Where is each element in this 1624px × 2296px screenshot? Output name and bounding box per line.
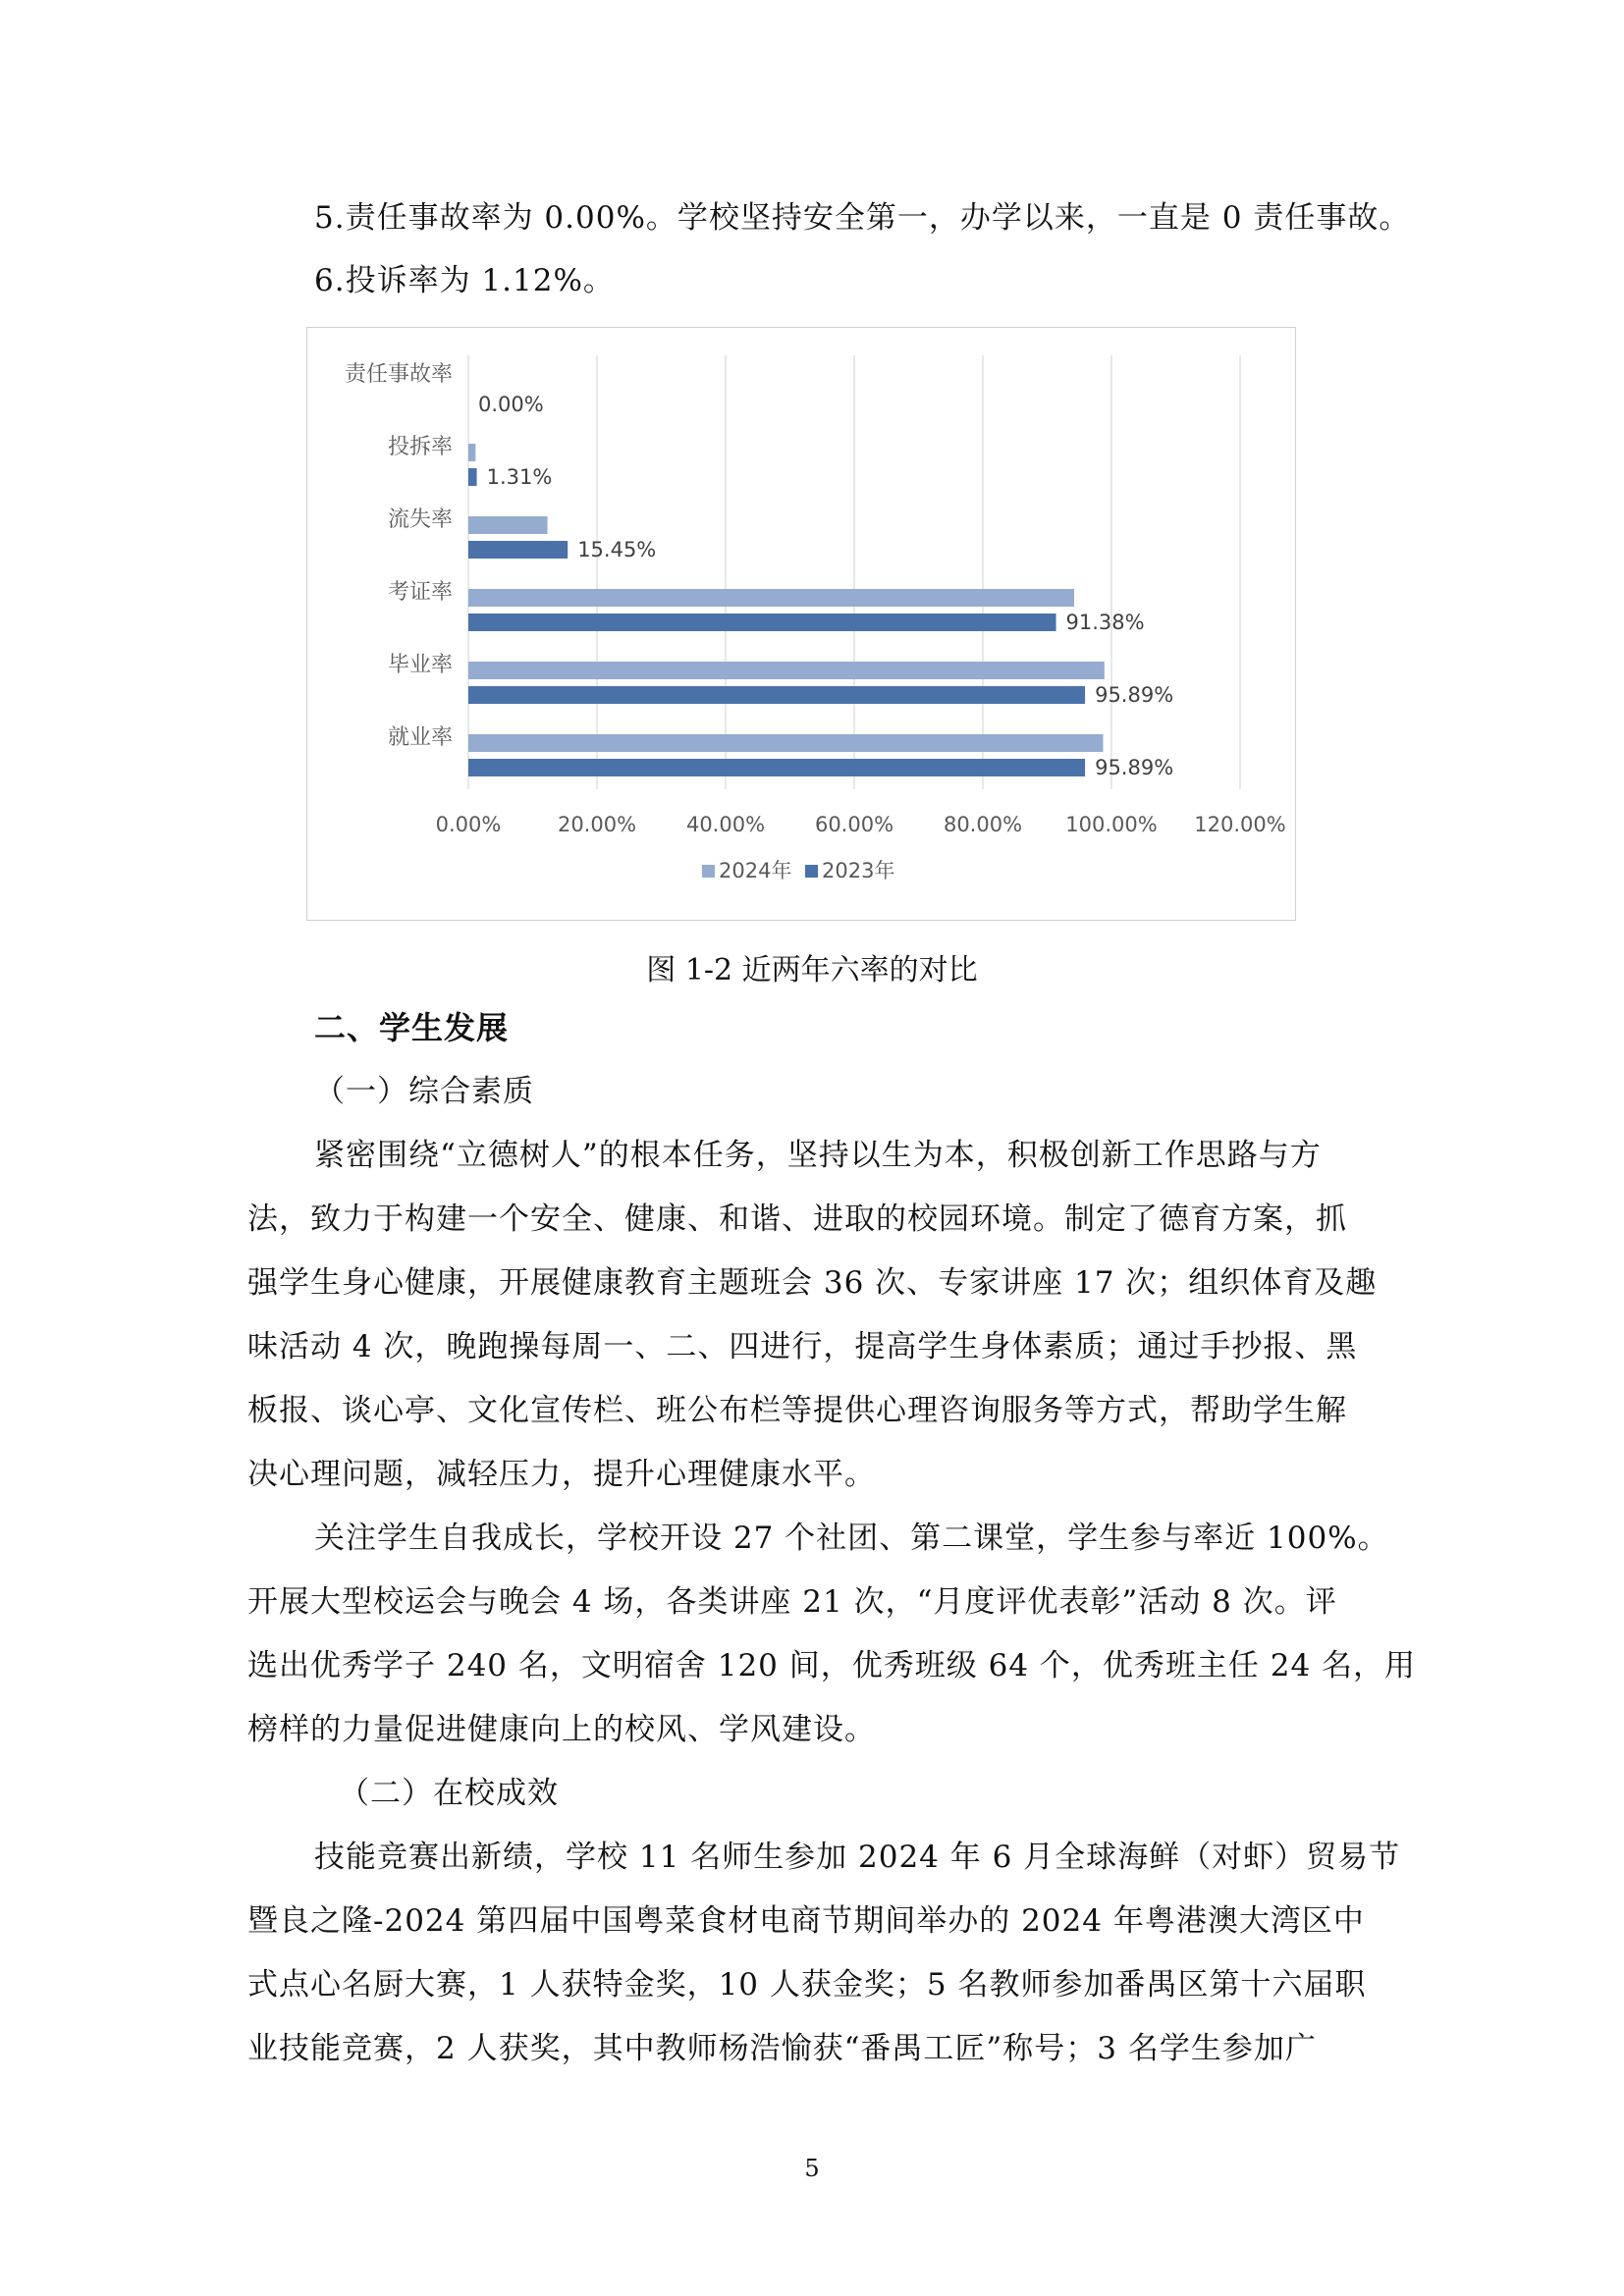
paragraph-line: 关注学生自我成长，学校开设 27 个社团、第二课堂，学生参与率近 100%。	[314, 1521, 1389, 1556]
legend-label: 2023年	[822, 859, 895, 882]
bar-2023	[468, 614, 1056, 631]
figure-caption: 图 1-2 近两年六率的对比	[646, 953, 978, 988]
bar-2023	[468, 759, 1085, 776]
paragraph-line: 味活动 4 次，晚跑操每周一、二、四进行，提高学生身体素质；通过手抄报、黑	[247, 1329, 1358, 1364]
paragraph-line: 板报、谈心亭、文化宣传栏、班公布栏等提供心理咨询服务等方式，帮助学生解	[247, 1393, 1347, 1428]
category-label: 流失率	[387, 507, 453, 532]
paragraph-line: 榜样的力量促进健康向上的校风、学风建设。	[247, 1712, 876, 1747]
bar-2024	[468, 516, 548, 534]
bar-chart	[307, 328, 1294, 919]
paragraph-line: 紧密围绕“立德树人”的根本任务，坚持以生为本，积极创新工作思路与方	[314, 1138, 1322, 1173]
x-tick-label: 120.00%	[1194, 813, 1286, 836]
data-label: 95.89%	[1095, 683, 1174, 707]
x-tick-label: 0.00%	[435, 813, 502, 836]
bar-2023	[468, 686, 1085, 704]
paragraph-line: 法，致力于构建一个安全、健康、和谐、进取的校园环境。制定了德育方案，抓	[247, 1201, 1347, 1237]
chart-frame	[306, 327, 1296, 921]
data-label: 1.31%	[486, 465, 553, 489]
paragraph-line: 式点心名厨大赛，1 人获特金奖，10 人获金奖；5 名教师参加番禺区第十六届职	[247, 1967, 1367, 2002]
subheading: （二）在校成效	[339, 1776, 559, 1811]
paragraph-line: 技能竞赛出新绩，学校 11 名师生参加 2024 年 6 月全球海鲜（对虾）贸易节	[314, 1840, 1401, 1875]
body-line: 5.责任事故率为 0.00%。学校坚持安全第一，办学以来，一直是 0 责任事故。	[314, 200, 1411, 236]
x-tick-label: 80.00%	[943, 813, 1023, 836]
x-tick-label: 60.00%	[814, 813, 894, 836]
body-line: 6.投诉率为 1.12%。	[314, 263, 615, 298]
section-heading: 二、学生发展	[314, 1009, 510, 1046]
paragraph-line: 业技能竞赛，2 人获奖，其中教师杨浩愉获“番禺工匠”称号；3 名学生参加广	[247, 2031, 1317, 2066]
legend-swatch	[702, 865, 715, 878]
subheading: （一）综合素质	[314, 1074, 534, 1109]
bar-2024	[468, 444, 475, 461]
bar-2024	[468, 662, 1105, 679]
data-label: 15.45%	[577, 538, 657, 561]
page-number: 5	[804, 2155, 820, 2182]
bar-2023	[468, 541, 568, 559]
paragraph-line: 强学生身心健康，开展健康教育主题班会 36 次、专家讲座 17 次；组织体育及趣	[247, 1265, 1378, 1301]
legend-label: 2024年	[719, 859, 792, 882]
category-label: 毕业率	[387, 653, 453, 677]
paragraph-line: 决心理问题，减轻压力，提升心理健康水平。	[247, 1457, 876, 1492]
category-label: 考证率	[387, 580, 453, 605]
category-label: 投拆率	[387, 435, 453, 459]
data-label: 91.38%	[1065, 611, 1145, 634]
paragraph-line: 暨良之隆-2024 第四届中国粤菜食材电商节期间举办的 2024 年粤港澳大湾区中	[247, 1903, 1365, 1939]
legend-swatch	[805, 865, 818, 878]
bar-2024	[468, 589, 1074, 607]
bar-2023	[468, 468, 477, 486]
x-tick-label: 20.00%	[557, 813, 637, 836]
x-tick-label: 100.00%	[1065, 813, 1158, 836]
paragraph-line: 开展大型校运会与晚会 4 场，各类讲座 21 次，“月度评优表彰”活动 8 次。评	[247, 1584, 1337, 1620]
data-label: 95.89%	[1095, 756, 1174, 779]
x-tick-label: 40.00%	[685, 813, 766, 836]
paragraph-line: 选出优秀学子 240 名，文明宿舍 120 间，优秀班级 64 个，优秀班主任 24 名，用	[247, 1648, 1417, 1683]
bar-2024	[468, 734, 1103, 752]
data-label: 0.00%	[478, 393, 544, 416]
category-label: 就业率	[387, 725, 453, 750]
category-label: 责任事故率	[344, 362, 453, 387]
